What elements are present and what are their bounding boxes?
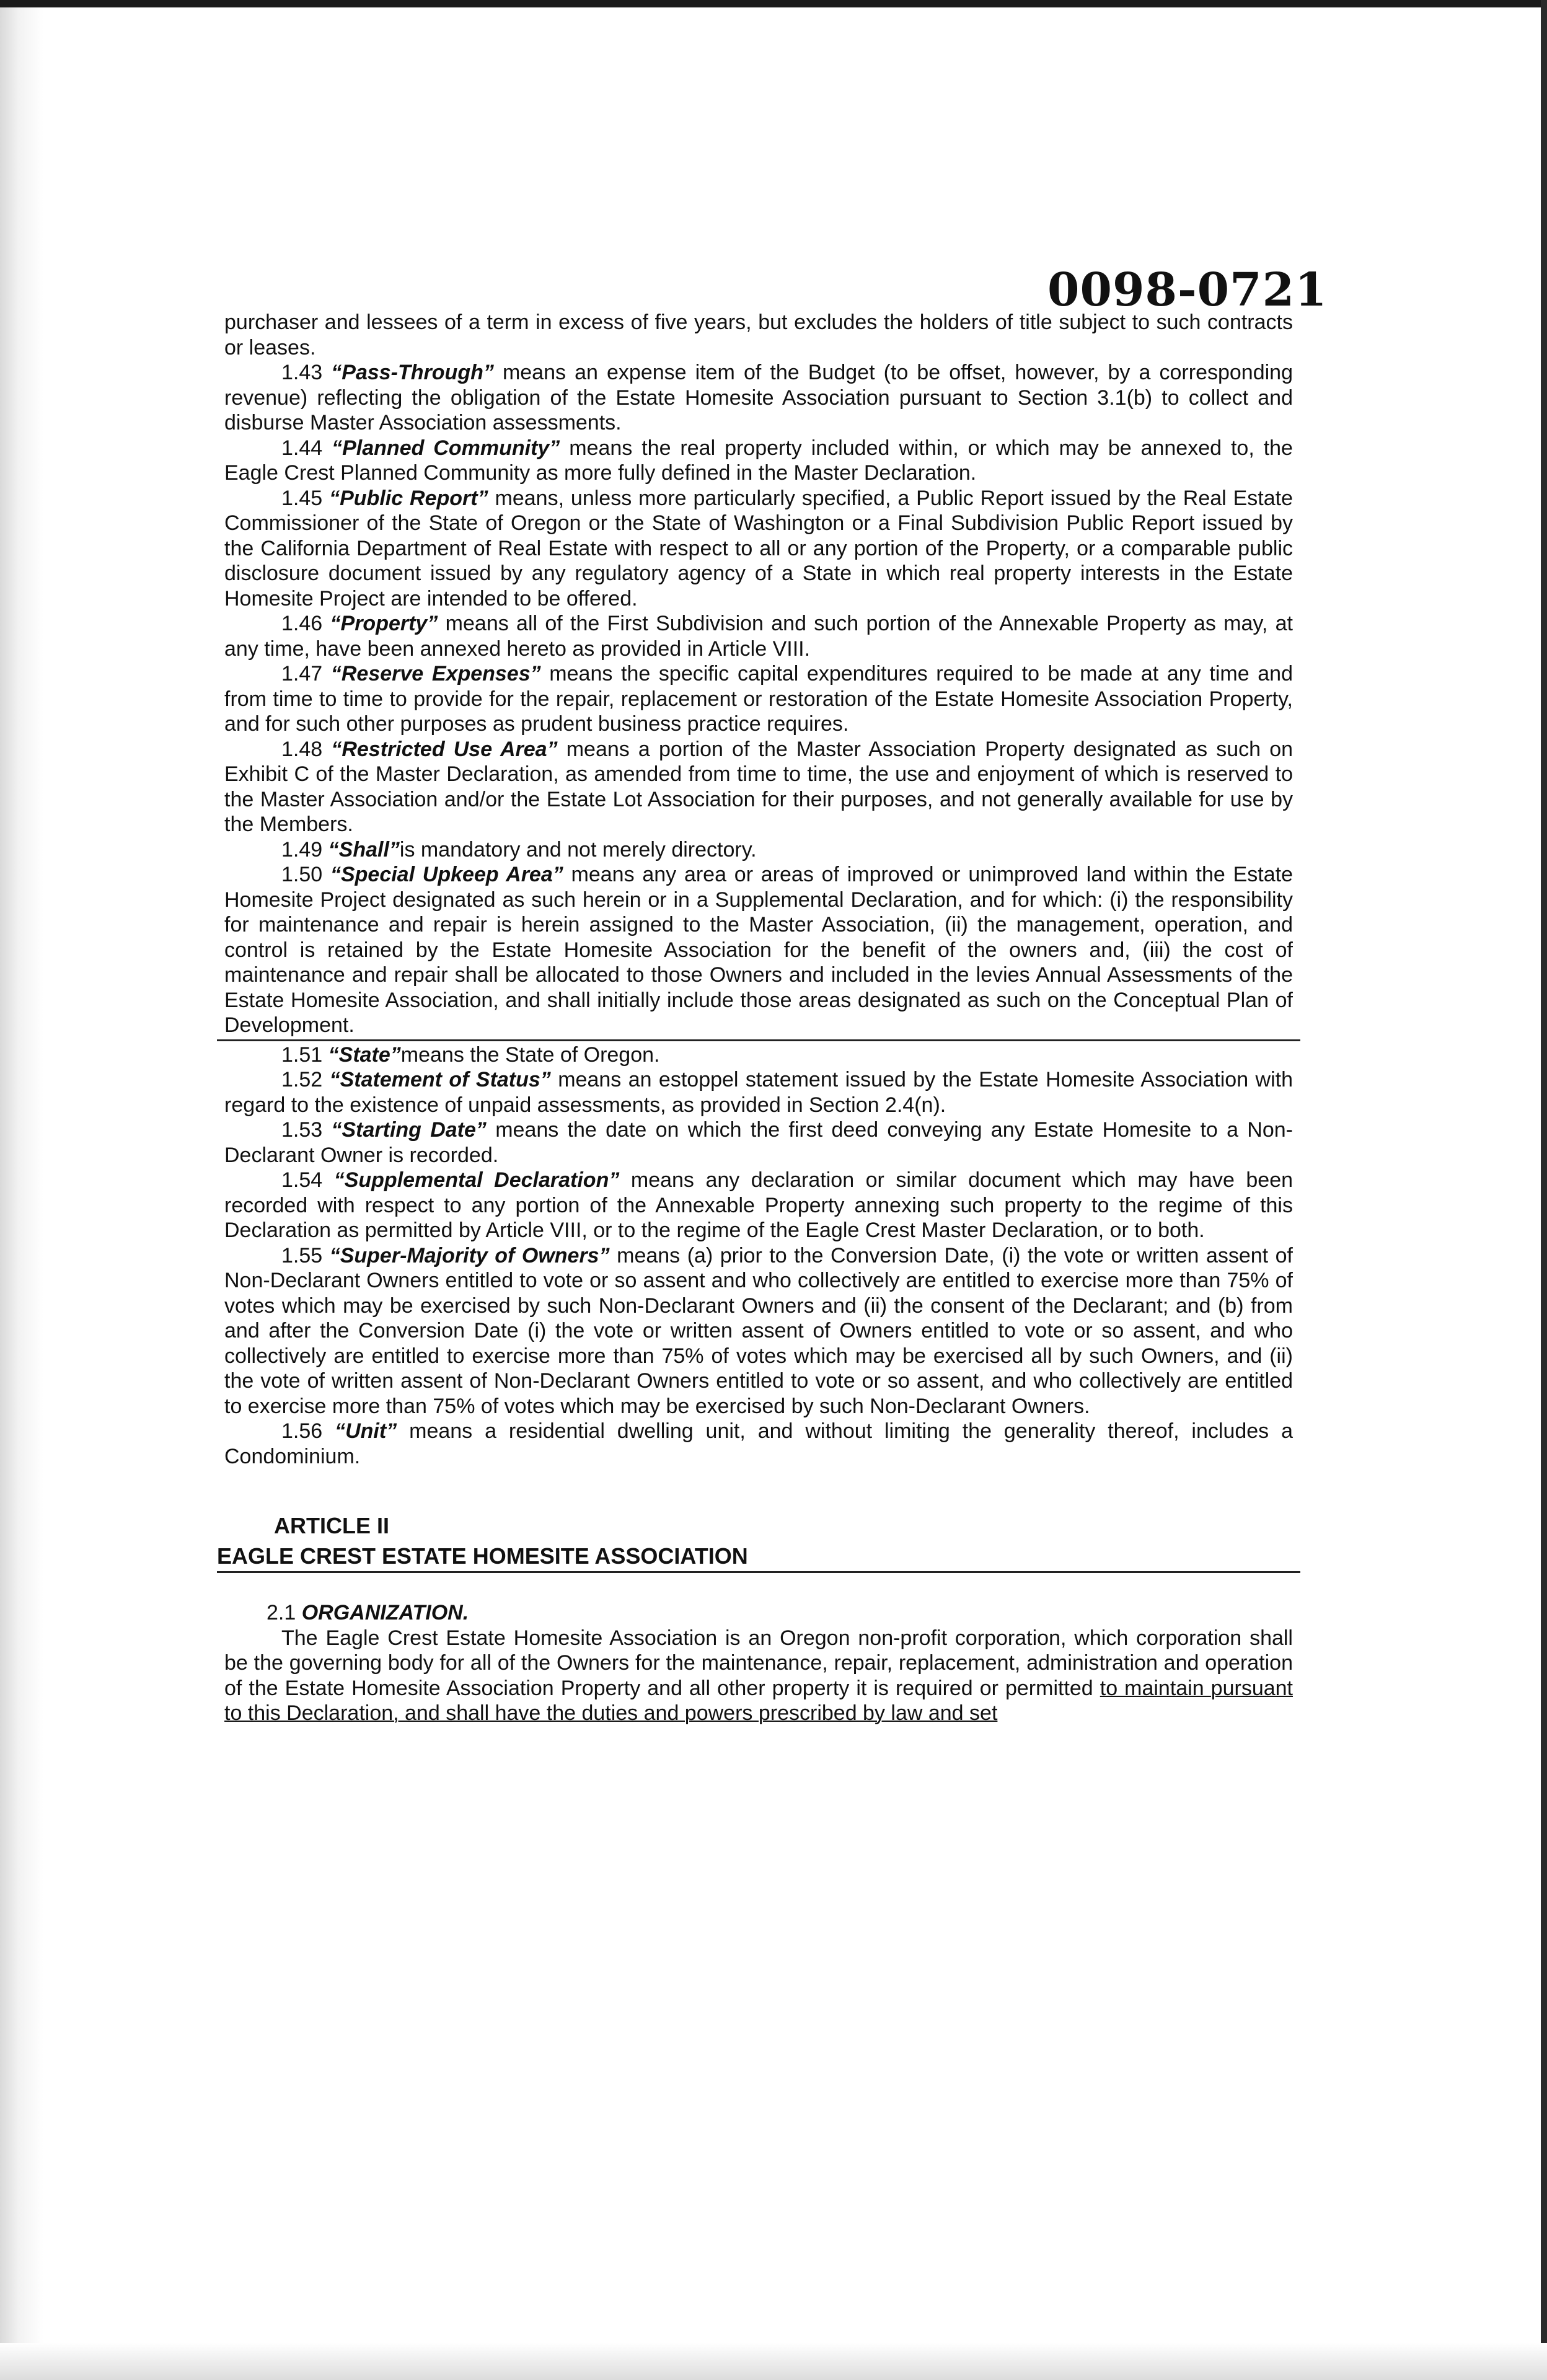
defined-term: “Supplemental Declaration”	[333, 1168, 620, 1192]
definition-1-45: 1.45 “Public Report” means, unless more particularly specified, a Public Report issued by the Real Estate Commissioner of the State of Oregon or the State of Washington or a Final Subdivision Public Report issued by the California Department of Real Estate with respect to all or any portion of the Property, or a comparable public disclosure document issued by any regulatory agency of a State in which real property interests in the Estate Homesite Project are intended to be offered.	[224, 486, 1294, 610]
section-heading: 2.1 ORGANIZATION.	[267, 1601, 469, 1624]
scan-edge-left	[0, 0, 43, 2380]
definition-1-43: 1.43 “Pass-Through” means an expense item of the Budget (to be offset, however, by a corresponding revenue) reflecting the obligation of the Estate Homesite Association pursuant to Section 3.1(b) to collect and disburse Master Association assessments.	[224, 361, 1293, 434]
section-body-underlined: to maintain pursuant to this Declaration, and shall have the duties and powers prescribed by law and set	[224, 1676, 1293, 1725]
definition-1-46: 1.46 “Property” means all of the First Subdivision and such portion of the Annexable Property as may, at any time, have been annexed hereto as provided in Article VIII.	[224, 612, 1293, 661]
definition-1-48: 1.48 “Restricted Use Area” means a portion of the Master Association Property designated as such on Exhibit C of the Master Declaration, as amended from time to time, the use and enjoyment of which is reserved to the Master Association and/or the Estate Lot Association for their purposes, and not generally available for use by the Members.	[224, 737, 1294, 836]
paragraph-continuation: purchaser and lessees of a term in excess of five years, but excludes the holders of title subject to such contracts or leases.	[224, 311, 1293, 359]
definition-1-52: 1.52 “Statement of Status” means an estoppel statement issued by the Estate Homesite Association with regard to the existence of unpaid assessments, as provided in Section 2.4(n).	[224, 1068, 1293, 1117]
article-title: EAGLE CREST ESTATE HOMESITE ASSOCIATION	[217, 1544, 1300, 1574]
defined-term: “Super-Majority of Owners”	[329, 1243, 610, 1267]
horizontal-rule	[217, 1039, 1300, 1041]
definition-1-50: 1.50 “Special Upkeep Area” means any area or areas of improved or unimproved land within the Estate Homesite Project designated as such herein or in a Supplemental Declaration, and for which: (i) the responsibility for maintenance and repair is herein assigned to the Master Association, (ii) the management, operation, and control is retained by the Estate Homesite Association for the benefit of the owners and, (iii) the cost of maintenance and repair shall be allocated to those Owners and included in the levies Annual Assessments of the Estate Homesite Association, and shall initially include those areas designated as such on the Conceptual Plan of Development.	[224, 863, 1293, 1037]
scan-edge-bottom	[0, 2343, 1547, 2380]
defined-term: “Unit”	[335, 1419, 397, 1443]
defined-term: “Starting Date”	[331, 1118, 487, 1142]
defined-term: “Restricted Use Area”	[331, 737, 558, 761]
definition-1-56: 1.56 “Unit” means a residential dwelling unit, and without limiting the generality thereof, includes a Condominium.	[224, 1419, 1293, 1468]
defined-term: “Shall”	[328, 837, 400, 862]
definition-1-54: 1.54 “Supplemental Declaration” means any declaration or similar document which may have been recorded with respect to any portion of the Annexable Property annexing such property to the regime of this Declaration as permitted by Article VIII, or to the regime of the Eagle Crest Master Declaration, or to both.	[224, 1168, 1294, 1242]
scan-edge-top	[0, 0, 1547, 7]
definition-1-44: 1.44 “Planned Community” means the real property included within, or which may be annexed to, the Eagle Crest Planned Community as more fully defined in the Master Declaration.	[224, 436, 1293, 485]
definition-1-49: 1.49 “Shall”is mandatory and not merely directory.	[281, 837, 757, 862]
defined-term: “Public Report”	[329, 486, 488, 510]
section-body: The Eagle Crest Estate Homesite Association is an Oregon non-profit corporation, which corporation shall be the governing body for all of the Owners for the maintenance, repair, replacement, administration and operation of the Estate Homesite Association Property and all other property it is required or permitted to maintain pursuant to this Declaration, and shall have the duties and powers prescribed by law and set	[224, 1626, 1293, 1725]
defined-term: “Reserve Expenses”	[330, 662, 541, 685]
defined-term: “Statement of Status”	[329, 1068, 551, 1091]
defined-term: “Pass-Through”	[331, 361, 494, 384]
scan-edge-right	[1541, 0, 1547, 2380]
definition-1-53: 1.53 “Starting Date” means the date on which the first deed conveying any Estate Homesite to a Non-Declarant Owner is recorded.	[224, 1118, 1293, 1167]
definition-1-55: 1.55 “Super-Majority of Owners” means (a) prior to the Conversion Date, (i) the vote or written assent of Non-Declarant Owners entitled to vote or so assent and who collectively are entitled to exercise more than 75% of votes which may be exercised by such Non-Declarant Owners and (ii) the consent of the Declarant; and (b) from and after the Conversion Date (i) the vote or written assent of Owners entitled to vote or so assent, and who collectively are entitled to exercise more than 75% of votes which may be exercised all by such Owners, and (ii) the vote of written assent of Non-Declarant Owners entitled to vote or so assent, and who collectively are entitled to exercise more than 75% of votes which may be exercised by such Non-Declarant Owners.	[224, 1243, 1293, 1418]
document-body	[217, 310, 1294, 1726]
defined-term: “State”	[328, 1042, 401, 1067]
definition-1-51: 1.51 “State”means the State of Oregon.	[281, 1042, 660, 1067]
article-heading: ARTICLE II	[274, 1513, 389, 1538]
defined-term: “Planned Community”	[332, 436, 560, 460]
definition-1-47: 1.47 “Reserve Expenses” means the specific capital expenditures required to be made at any time and from time to time to provide for the repair, replacement or restoration of the Estate Homesite Association Property, and for such other purposes as prudent business practice requires.	[224, 662, 1293, 736]
defined-term: “Special Upkeep Area”	[330, 863, 563, 886]
page-number: 0098-0721	[1047, 263, 1328, 317]
defined-term: “Property”	[330, 612, 438, 635]
